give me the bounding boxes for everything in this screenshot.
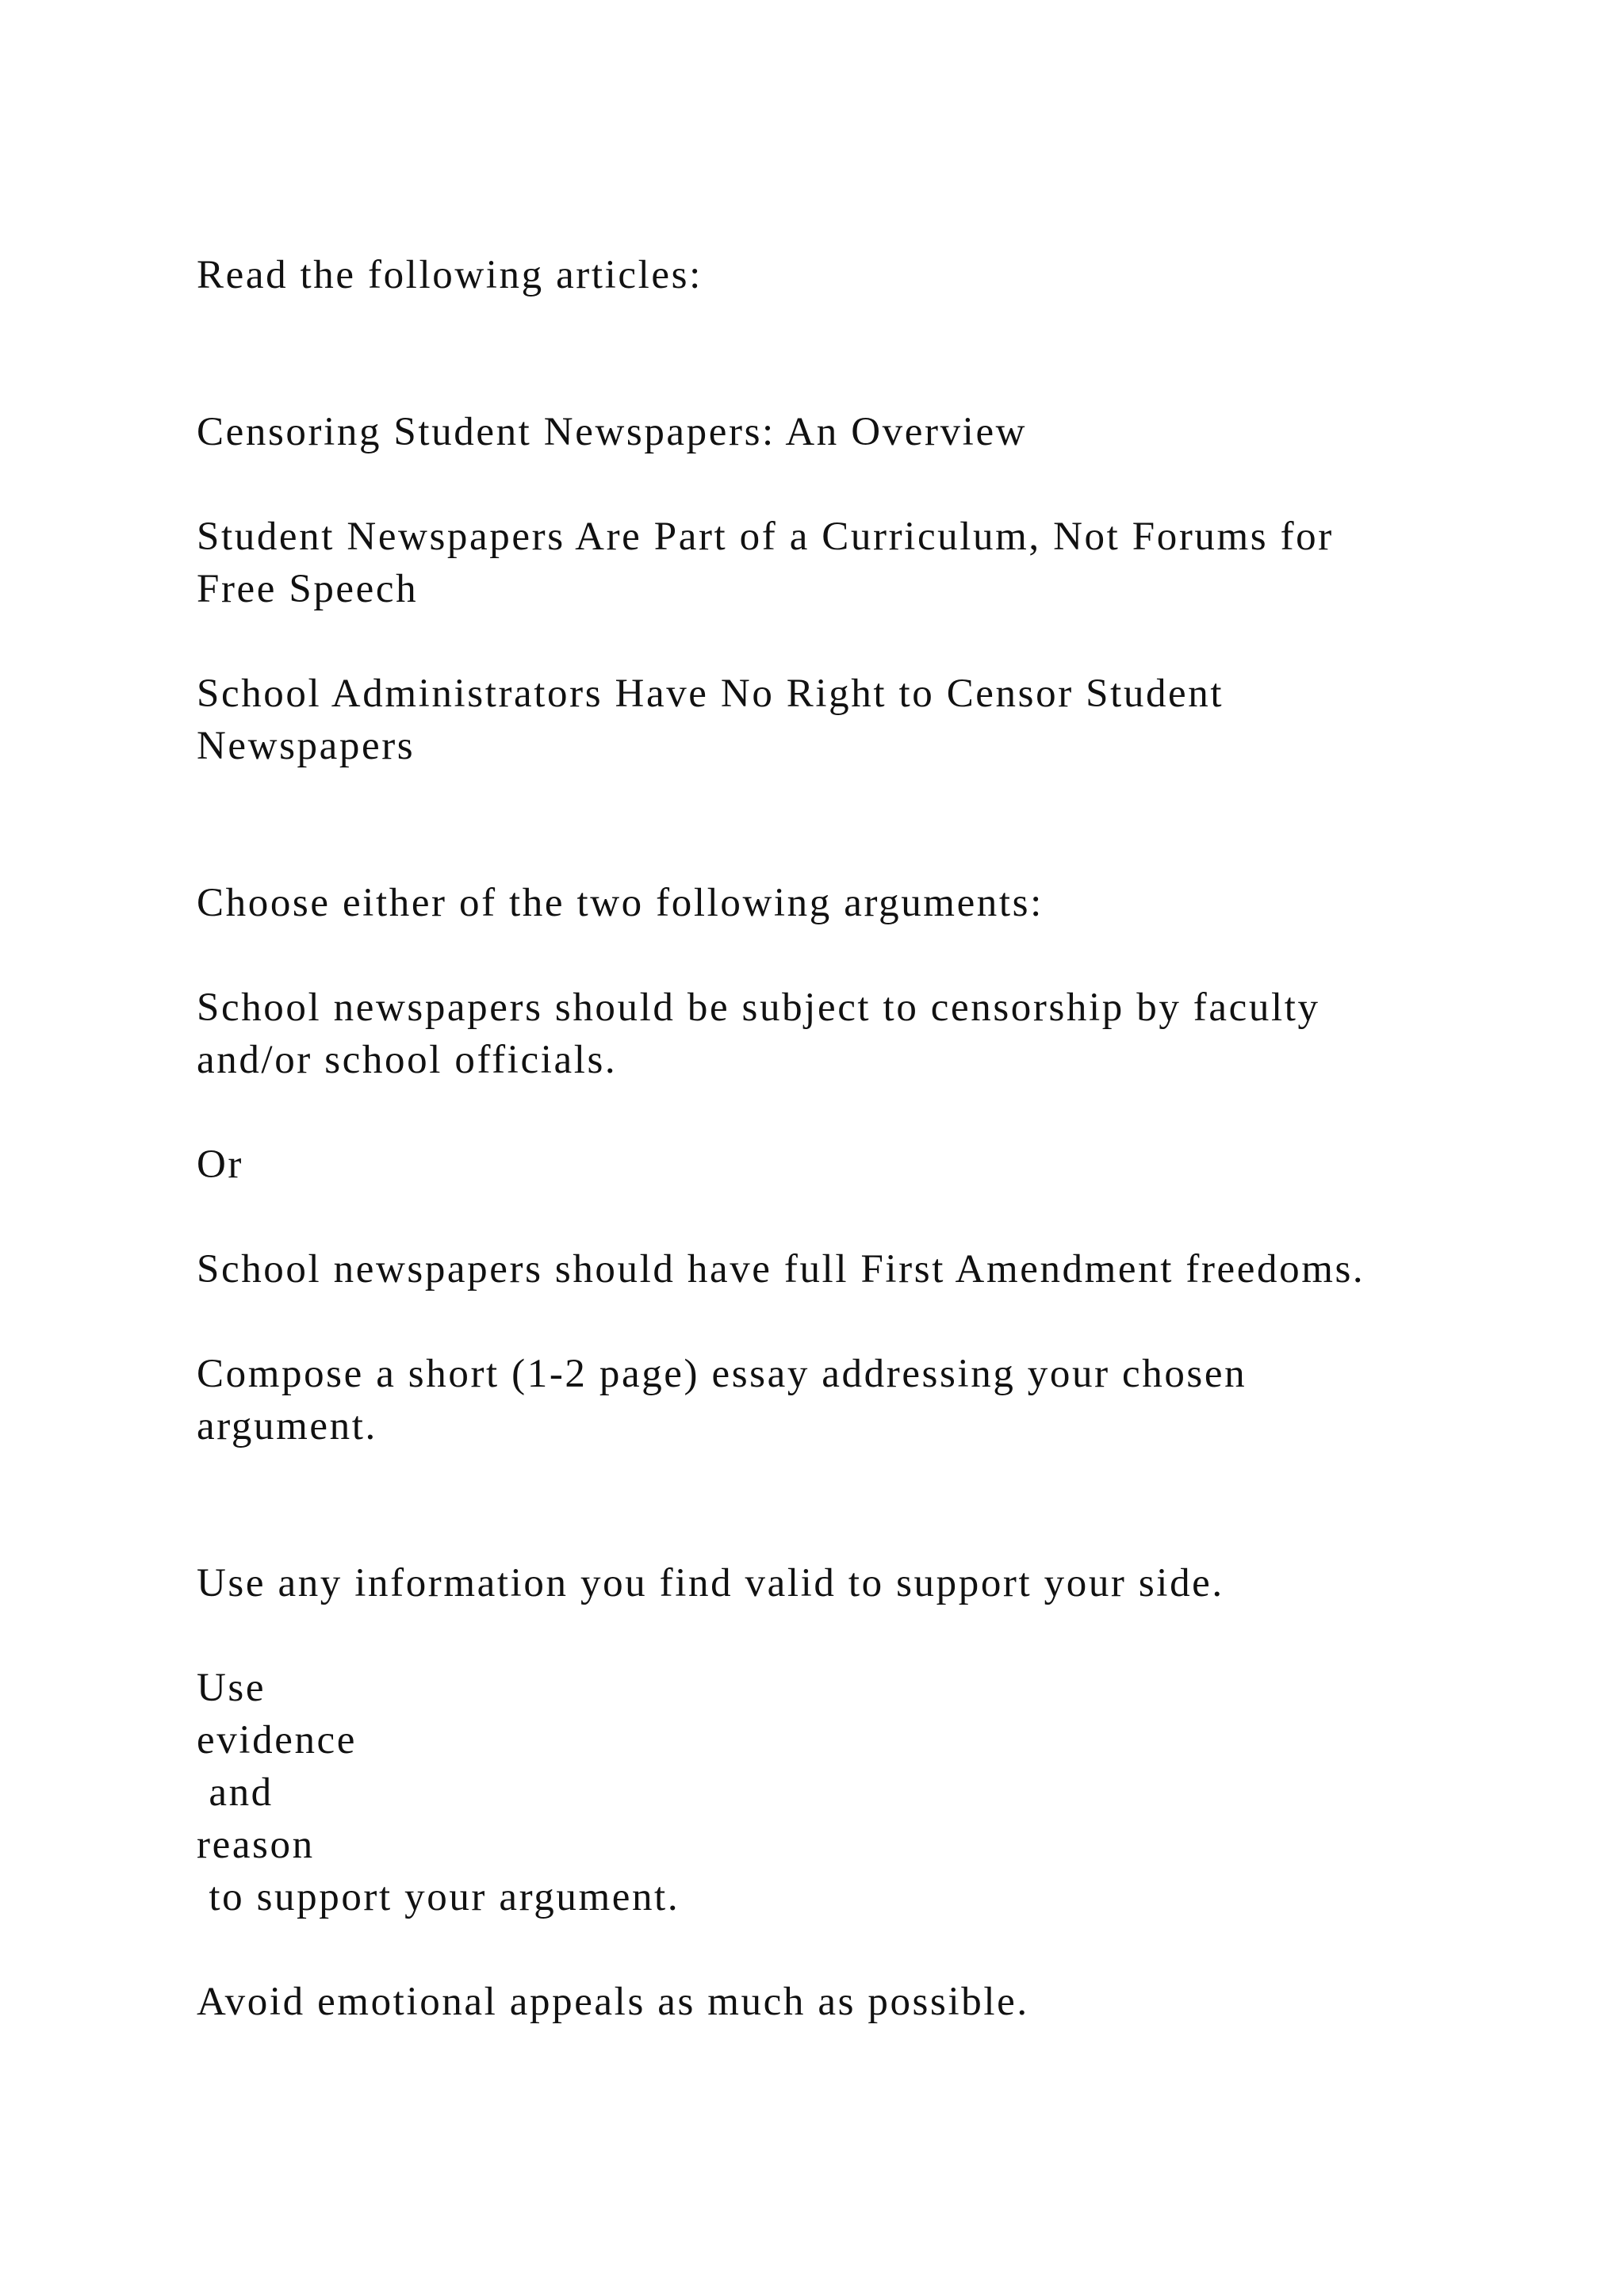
argument-2: School newspapers should have full First Amendment freedoms. bbox=[197, 1247, 1365, 1292]
evidence-line-1: Use bbox=[197, 1666, 266, 1710]
evidence-line-2: evidence bbox=[197, 1718, 358, 1762]
article-title-3-line-2: Newspapers bbox=[197, 724, 416, 768]
article-title-2-line-1: Student Newspapers Are Part of a Curriculum, Not Forums for bbox=[197, 515, 1334, 559]
evidence-line-3: and bbox=[197, 1770, 274, 1815]
use-information-instruction: Use any information you find valid to support your side. bbox=[197, 1561, 1224, 1605]
or-separator: Or bbox=[197, 1142, 244, 1187]
evidence-line-5: to support your argument. bbox=[197, 1875, 680, 1919]
article-title-2-line-2: Free Speech bbox=[197, 567, 419, 611]
argument-1-line-2: and/or school officials. bbox=[197, 1038, 618, 1082]
compose-instruction-line-2: argument. bbox=[197, 1404, 377, 1448]
article-title-1: Censoring Student Newspapers: An Overview bbox=[197, 410, 1028, 454]
argument-1-line-1: School newspapers should be subject to censorship by faculty bbox=[197, 985, 1320, 1030]
compose-instruction-line-1: Compose a short (1-2 page) essay addressing your chosen bbox=[197, 1352, 1247, 1396]
choose-prompt: Choose either of the two following arguments: bbox=[197, 881, 1044, 925]
article-title-3-line-1: School Administrators Have No Right to Censor Student bbox=[197, 672, 1224, 716]
evidence-line-4: reason bbox=[197, 1823, 315, 1867]
intro-text: Read the following articles: bbox=[197, 253, 703, 297]
avoid-appeals-instruction: Avoid emotional appeals as much as possible. bbox=[197, 1980, 1029, 2024]
